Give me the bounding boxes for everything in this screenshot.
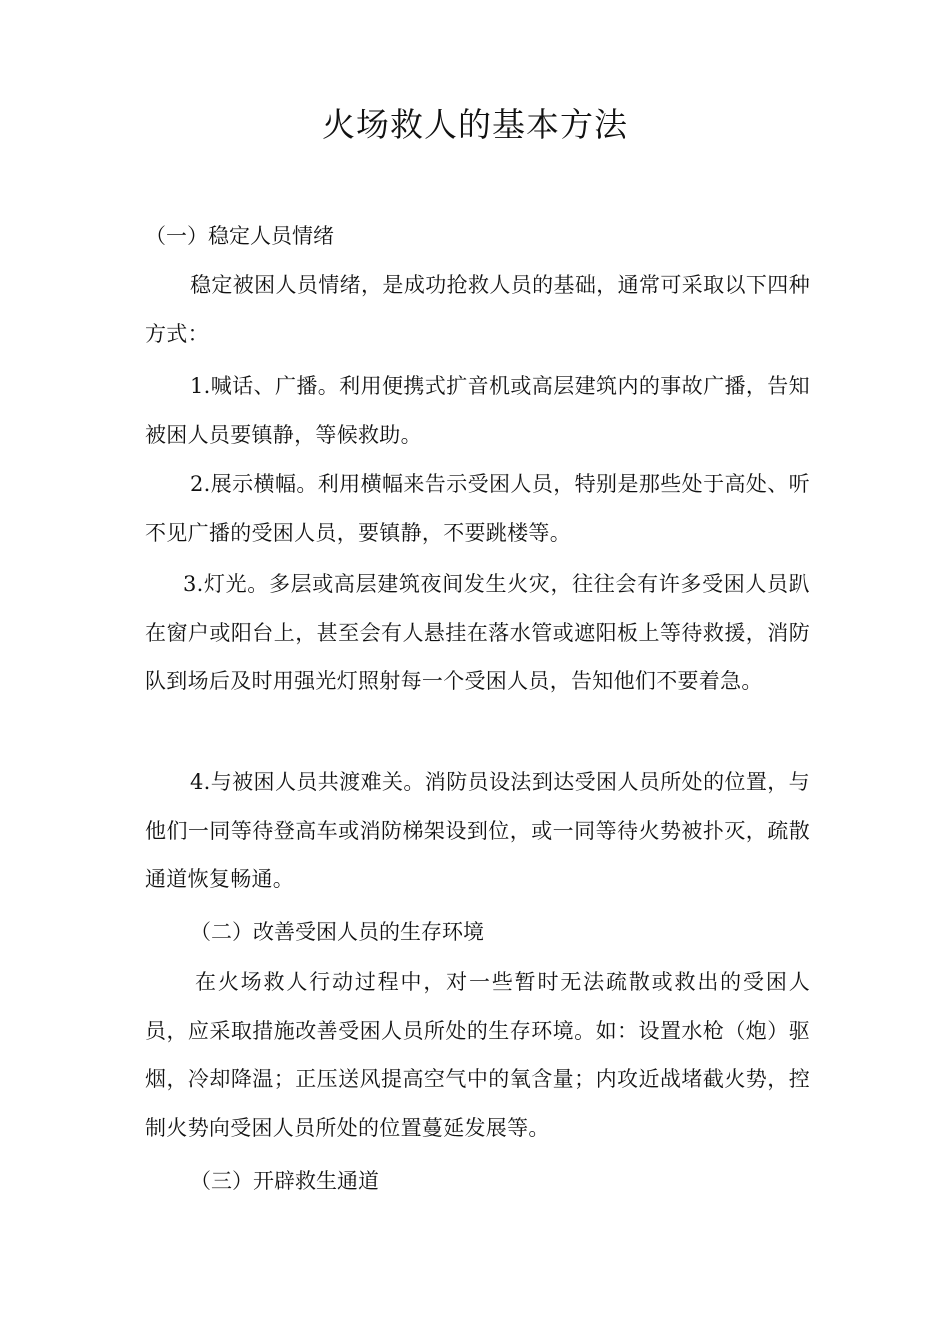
section-1-intro: 稳定被困人员情绪，是成功抢救人员的基础，通常可采取以下四种方式： (145, 273, 810, 346)
section-3-heading: （三）开辟救生通道 (190, 1169, 379, 1193)
section-2-body: 在火场救人行动过程中，对一些暂时无法疏散或救出的受困人员，应采取措施改善受困人员所处的生存环境。如：设置水枪（炮）驱烟，冷却降温；正压送风提高空气中的氧含量；内攻近战堵截火势，控制火势向受困人员所处的位置蔓延发展等。 (145, 970, 810, 1140)
list-item-2: 2.展示横幅。利用横幅来告示受困人员，特别是那些处于高处、听不见广播的受困人员，要镇静，不要跳楼等。 (145, 472, 810, 545)
document-title: 火场救人的基本方法 (322, 105, 628, 144)
list-item-1: 1.喊话、广播。利用便携式扩音机或高层建筑内的事故广播，告知被困人员要镇静，等候救助。 (145, 374, 810, 447)
section-2-heading: （二）改善受困人员的生存环境 (190, 920, 484, 944)
section-1-heading: （一）稳定人员情绪 (145, 224, 334, 248)
list-item-4: 4.与被困人员共渡难关。消防员设法到达受困人员所处的位置，与他们一同等待登高车或消防梯架设到位，或一同等待火势被扑灭，疏散通道恢复畅通。 (145, 770, 810, 891)
list-item-3: 3.灯光。多层或高层建筑夜间发生火灾，往往会有许多受困人员趴在窗户或阳台上，甚至会有人悬挂在落水管或遮阳板上等待救援，消防队到场后及时用强光灯照射每一个受困人员，告知他们不要着急。 (145, 572, 810, 693)
